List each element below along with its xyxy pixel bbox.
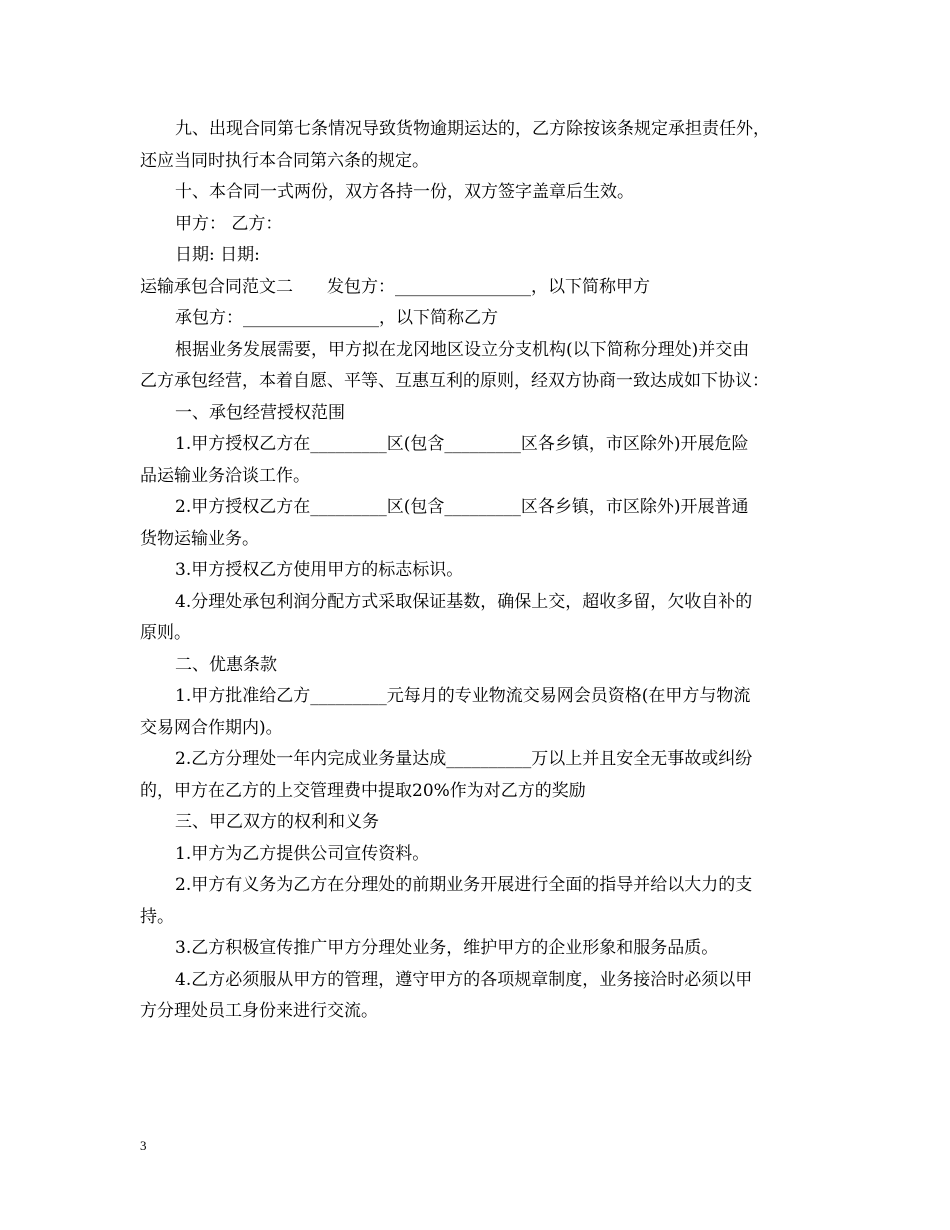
clause-line: 1.甲方批准给乙方_________元每月的专业物流交易网会员资格(在甲方与物流 xyxy=(175,686,751,706)
signature-parties-line: 甲方： 乙方： xyxy=(175,213,283,234)
paragraph-line: 十、本合同一式两份，双方各持一份，双方签字盖章后生效。 xyxy=(175,182,634,202)
clause-line: 2.甲方有义务为乙方在分理处的前期业务开展进行全面的指导并给以大力的支 xyxy=(175,875,753,895)
document-body xyxy=(140,114,820,1028)
page-number: 3 xyxy=(140,1138,147,1153)
clause-line: 持。 xyxy=(140,906,174,927)
clause-line: 交易网合作期内)。 xyxy=(140,717,283,738)
clause-line: 3.乙方积极宣传推广甲方分理处业务，维护甲方的企业形象和服务品质。 xyxy=(175,938,719,958)
section-title-row xyxy=(140,272,820,304)
paragraph-line: 九、出现合同第七条情况导致货物逾期运达的，乙方除按该条规定承担责任外， xyxy=(175,119,770,139)
clause-line: 1.甲方授权乙方在_________区(包含_________区各乡镇，市区除外)开展危险 xyxy=(175,434,749,454)
clause-line: 4.乙方必须服从甲方的管理，遵守甲方的各项规章制度，业务接洽时必须以甲 xyxy=(175,969,753,990)
paragraph-line: 根据业务发展需要，甲方拟在龙冈地区设立分支机构(以下简称分理处)并交由 xyxy=(175,339,750,360)
document-title: 运输承包合同范文二 xyxy=(140,276,293,297)
clause-line: 方分理处员工身份来进行交流。 xyxy=(140,1001,378,1021)
signature-date-line: 日期: 日期: xyxy=(175,245,260,265)
clause-line: 的，甲方在乙方的上交管理费中提取20%作为对乙方的奖励 xyxy=(140,780,586,801)
paragraph-line: 还应当同时执行本合同第六条的规定。 xyxy=(140,150,429,171)
clause-line: 2.甲方授权乙方在_________区(包含_________区各乡镇，市区除外)开展普通 xyxy=(175,497,749,517)
party-b-line: 承包方：________________，以下简称乙方 xyxy=(175,308,498,328)
section-heading: 二、优惠条款 xyxy=(175,654,277,675)
clause-line: 货物运输业务。 xyxy=(140,528,259,549)
section-heading: 三、甲乙双方的权利和义务 xyxy=(175,812,379,832)
clause-line: 2.乙方分理处一年内完成业务量达成__________万以上并且安全无事故或纠纷 xyxy=(175,749,753,769)
clause-line: 1.甲方为乙方提供公司宣传资料。 xyxy=(175,843,430,864)
clause-line: 4.分理处承包利润分配方式采取保证基数，确保上交，超收多留，欠收自补的 xyxy=(175,591,753,612)
section-heading: 一、承包经营授权范围 xyxy=(175,402,345,423)
clause-line: 3.甲方授权乙方使用甲方的标志标识。 xyxy=(175,560,464,580)
clause-line: 品运输业务洽谈工作。 xyxy=(140,465,310,486)
paragraph-line: 乙方承包经营，本着自愿、平等、互惠互利的原则，经双方协商一致达成如下协议： xyxy=(140,371,769,391)
clause-line: 原则。 xyxy=(140,623,191,643)
party-a-line: 发包方：________________，以下简称甲方 xyxy=(327,276,650,297)
